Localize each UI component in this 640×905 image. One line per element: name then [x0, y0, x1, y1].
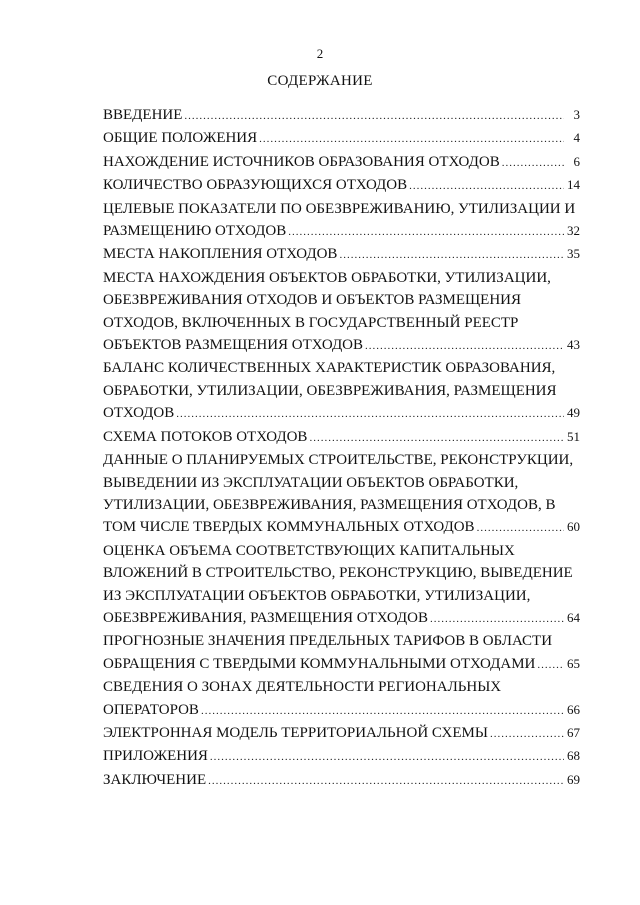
dot-leader — [490, 723, 564, 745]
toc-page-number: 69 — [567, 771, 580, 787]
toc-page-number: 66 — [567, 701, 580, 717]
toc-entry[interactable] — [103, 198, 580, 244]
toc-page-number: 49 — [567, 405, 580, 421]
toc-entry-line: СХЕМА ПОТОКОВ ОТХОДОВ — [103, 428, 308, 445]
toc-entry-line: ЭЛЕКТРОННАЯ МОДЕЛЬ ТЕРРИТОРИАЛЬНОЙ СХЕМЫ — [103, 724, 488, 741]
toc-entry-final-line — [103, 402, 580, 425]
toc-page-number: 60 — [567, 519, 580, 535]
dot-leader — [430, 608, 564, 630]
toc-entry[interactable] — [103, 426, 580, 449]
toc-entry-final-line — [103, 516, 580, 539]
toc-title: СОДЕРЖАНИЕ — [267, 73, 373, 89]
toc-entry[interactable] — [103, 676, 580, 722]
toc-entry-final-line — [103, 127, 580, 150]
toc-page-number: 68 — [567, 748, 580, 764]
toc-entry[interactable] — [103, 267, 580, 358]
toc-entry-final-line — [103, 334, 580, 357]
toc-entry-final-line — [103, 243, 580, 266]
toc-entry-final-line — [103, 722, 580, 745]
toc-entry[interactable] — [103, 540, 580, 631]
toc-entry-final-line — [103, 745, 580, 768]
dot-leader — [201, 700, 564, 722]
toc-entry-final-line — [103, 174, 580, 197]
toc-entry-line: ОБЪЕКТОВ РАЗМЕЩЕНИЯ ОТХОДОВ — [103, 337, 364, 354]
toc-page-number: 51 — [567, 428, 580, 444]
toc-entry-final-line — [103, 699, 580, 722]
toc-entry-final-line — [103, 220, 580, 243]
toc-entry[interactable] — [103, 769, 580, 792]
toc-entry-line: УТИЛИЗАЦИИ, ОБЕЗВРЕЖИВАНИЯ, РАЗМЕЩЕНИЯ ОТХОДОВ, В — [103, 496, 556, 513]
dot-leader — [210, 746, 564, 768]
toc-entry[interactable] — [103, 243, 580, 266]
dot-leader — [309, 427, 564, 449]
toc-entry[interactable] — [103, 722, 580, 745]
toc-entry-line: РАЗМЕЩЕНИЮ ОТХОДОВ — [103, 223, 287, 240]
toc-entry-line: ОБЕЗВРЕЖИВАНИЯ, РАЗМЕЩЕНИЯ ОТХОДОВ — [103, 609, 428, 626]
toc-entry-line: ПРОГНОЗНЫЕ ЗНАЧЕНИЯ ПРЕДЕЛЬНЫХ ТАРИФОВ В ОБЛАСТИ — [103, 633, 553, 650]
dot-leader — [288, 221, 564, 243]
dot-leader — [176, 403, 564, 425]
toc-page-number: 14 — [567, 177, 580, 193]
toc-entry[interactable] — [103, 357, 580, 425]
toc-entry-line: ОТХОДОВ, ВКЛЮЧЕННЫХ В ГОСУДАРСТВЕННЫЙ РЕЕСТР — [103, 314, 519, 331]
toc-entry-final-line — [103, 607, 580, 630]
toc-entry-line: ИЗ ЭКСПЛУАТАЦИИ ОБЪЕКТОВ ОБРАБОТКИ, УТИЛИЗАЦИИ, — [103, 587, 531, 604]
toc-entry[interactable] — [103, 174, 580, 197]
toc-entry[interactable] — [103, 745, 580, 768]
toc-entry-line: МЕСТА НАКОПЛЕНИЯ ОТХОДОВ — [103, 246, 338, 263]
toc-entry[interactable] — [103, 104, 580, 127]
toc-entry[interactable] — [103, 449, 580, 540]
toc-entry-line: НАХОЖДЕНИЕ ИСТОЧНИКОВ ОБРАЗОВАНИЯ ОТХОДОВ — [103, 153, 500, 170]
toc-entry-final-line — [103, 151, 580, 174]
toc-entry-line: ОТХОДОВ — [103, 405, 175, 422]
toc-entry-line: ВЫВЕДЕНИИ ИЗ ЭКСПЛУАТАЦИИ ОБЪЕКТОВ ОБРАБОТКИ, — [103, 474, 519, 491]
toc-entry-line: ТОМ ЧИСЛЕ ТВЕРДЫХ КОММУНАЛЬНЫХ ОТХОДОВ — [103, 519, 475, 536]
table-of-contents — [103, 104, 580, 792]
toc-page-number: 43 — [567, 337, 580, 353]
toc-entry-line: ВЛОЖЕНИЙ В СТРОИТЕЛЬСТВО, РЕКОНСТРУКЦИЮ, ВЫВЕДЕНИЕ — [103, 565, 573, 582]
toc-entry-line: ОЦЕНКА ОБЪЕМА СООТВЕТСТВУЮЩИХ КАПИТАЛЬНЫХ — [103, 542, 515, 559]
toc-entry-line: ПРИЛОЖЕНИЯ — [103, 748, 208, 765]
dot-leader — [409, 175, 564, 197]
toc-page-number: 65 — [567, 655, 580, 671]
toc-page-number: 4 — [573, 130, 580, 146]
toc-entry-line: БАЛАНС КОЛИЧЕСТВЕННЫХ ХАРАКТЕРИСТИК ОБРАЗОВАНИЯ, — [103, 360, 556, 377]
toc-entry-final-line — [103, 104, 580, 127]
toc-entry-final-line — [103, 426, 580, 449]
toc-page-number: 64 — [567, 609, 580, 625]
toc-page-number: 67 — [567, 724, 580, 740]
toc-page-number: 6 — [573, 153, 580, 169]
toc-entry-final-line — [103, 769, 580, 792]
toc-entry-line: ОБЕЗВРЕЖИВАНИЯ ОТХОДОВ И ОБЪЕКТОВ РАЗМЕЩЕНИЯ — [103, 292, 522, 309]
toc-entry-line: ДАННЫЕ О ПЛАНИРУЕМЫХ СТРОИТЕЛЬСТВЕ, РЕКОНСТРУКЦИИ, — [103, 452, 574, 469]
dot-leader — [208, 770, 564, 792]
toc-entry[interactable] — [103, 127, 580, 150]
dot-leader — [502, 152, 564, 174]
toc-entry-final-line — [103, 653, 580, 676]
dot-leader — [537, 654, 564, 676]
toc-entry-line: КОЛИЧЕСТВО ОБРАЗУЮЩИХСЯ ОТХОДОВ — [103, 177, 408, 194]
toc-page-number: 35 — [567, 246, 580, 262]
toc-entry[interactable] — [103, 151, 580, 174]
dot-leader — [184, 105, 564, 127]
toc-page-number: 3 — [573, 107, 580, 122]
dot-leader — [339, 244, 564, 266]
toc-entry-line: СВЕДЕНИЯ О ЗОНАХ ДЕЯТЕЛЬНОСТИ РЕГИОНАЛЬНЫХ — [103, 679, 502, 696]
dot-leader — [259, 128, 564, 150]
toc-entry-line: ВВЕДЕНИЕ — [103, 107, 183, 123]
toc-page-number: 32 — [567, 223, 580, 239]
toc-entry-line: МЕСТА НАХОЖДЕНИЯ ОБЪЕКТОВ ОБРАБОТКИ, УТИЛИЗАЦИИ, — [103, 269, 551, 286]
dot-leader — [477, 517, 564, 539]
toc-entry[interactable] — [103, 630, 580, 676]
toc-entry-line: ЦЕЛЕВЫЕ ПОКАЗАТЕЛИ ПО ОБЕЗВРЕЖИВАНИЮ, УТИЛИЗАЦИИ И — [103, 200, 576, 217]
dot-leader — [365, 335, 564, 357]
page-number: 2 — [316, 46, 324, 61]
toc-entry-line: ОБРАБОТКИ, УТИЛИЗАЦИИ, ОБЕЗВРЕЖИВАНИЯ, РАЗМЕЩЕНИЯ — [103, 382, 557, 399]
toc-entry-line: ОПЕРАТОРОВ — [103, 701, 199, 718]
toc-entry-line: ЗАКЛЮЧЕНИЕ — [103, 771, 207, 788]
toc-entry-line: ОБРАЩЕНИЯ С ТВЕРДЫМИ КОММУНАЛЬНЫМИ ОТХОДАМИ — [103, 655, 536, 672]
toc-entry-line: ОБЩИЕ ПОЛОЖЕНИЯ — [103, 130, 258, 147]
